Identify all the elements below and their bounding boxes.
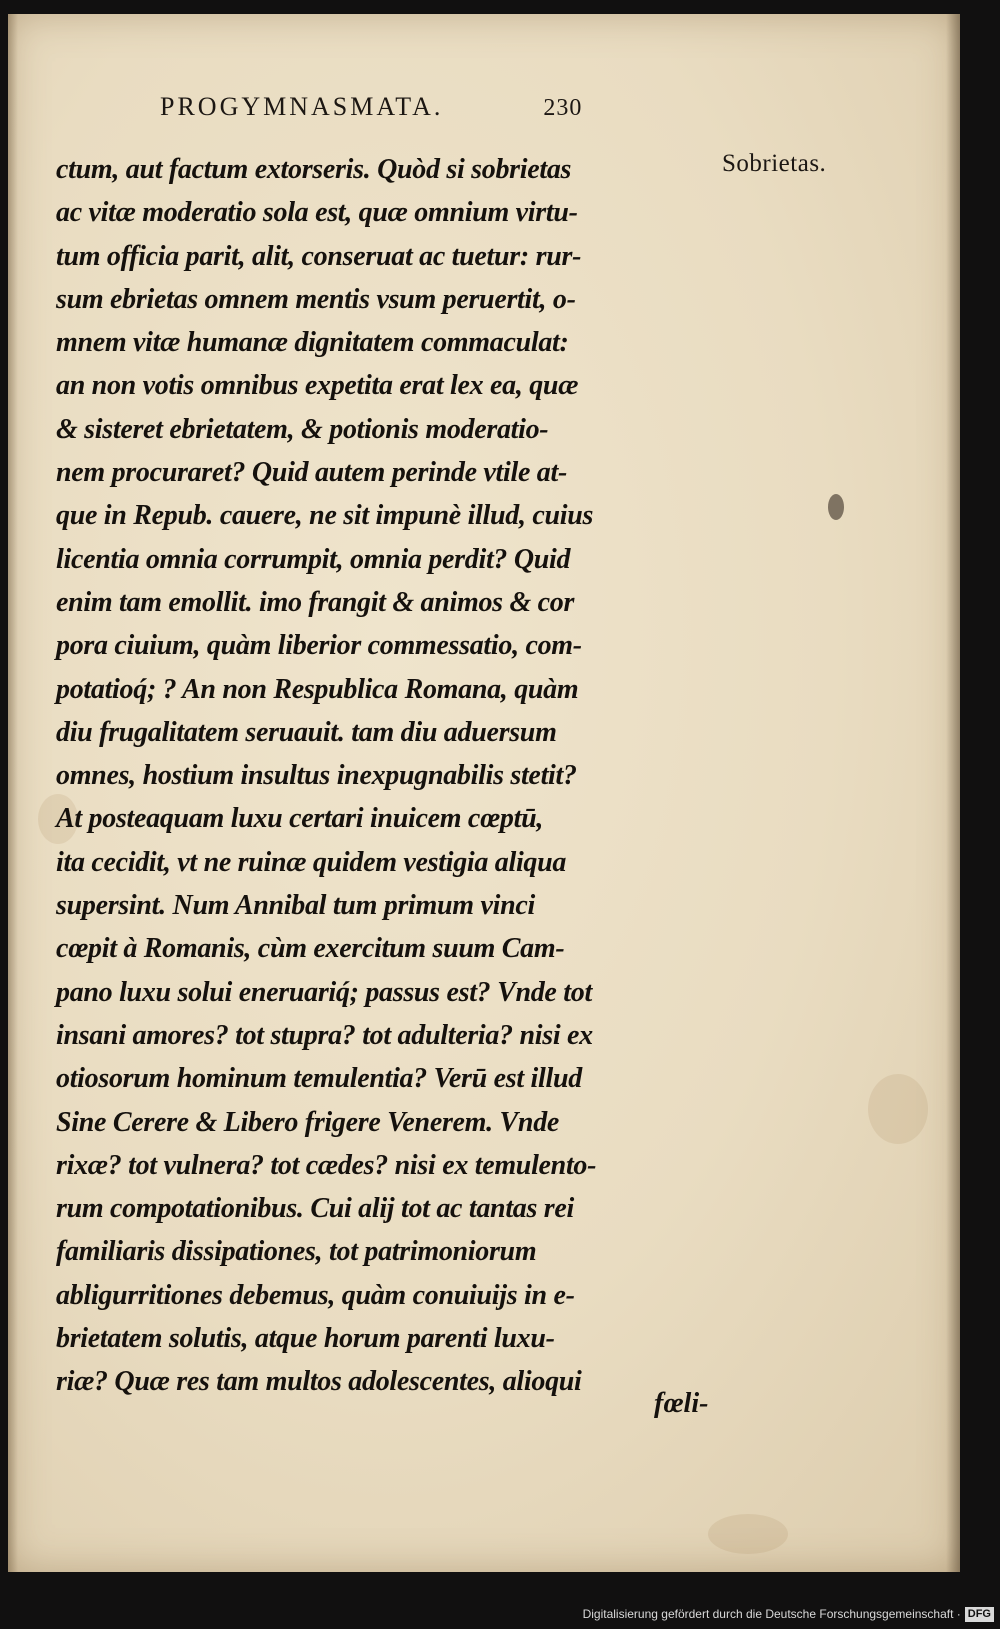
foxing-stain xyxy=(708,1514,788,1554)
text-line: ac vitæ moderatio sola est, quæ omnium virtu- xyxy=(56,197,578,229)
catchword: fœli- xyxy=(654,1388,709,1419)
text-line: otiosorum hominum temulentia? Verū est illud xyxy=(56,1063,582,1095)
text-line: omnes, hostium insultus inexpugnabilis stetit? xyxy=(56,760,577,792)
page-edge-right xyxy=(946,14,960,1572)
ink-spot xyxy=(828,494,844,520)
text-line: licentia omnia corrumpit, omnia perdit? Quid xyxy=(56,543,571,575)
text-line: & sisteret ebrietatem, & potionis moderatio- xyxy=(56,413,549,445)
text-line: supersint. Num Annibal tum primum vinci xyxy=(56,890,535,922)
digitization-credit xyxy=(0,1603,1000,1625)
body-text xyxy=(56,148,736,1404)
text-line: cœpit à Romanis, cùm exercitum suum Cam- xyxy=(56,933,565,965)
text-line: potatioq́; ? An non Respublica Romana, quàm xyxy=(56,673,579,705)
text-line: abligurritiones debemus, quàm conuiuijs in e- xyxy=(56,1279,575,1311)
text-line: riæ? Quæ res tam multos adolescentes, alioqui xyxy=(56,1366,582,1398)
text-line: ctum, aut factum extorseris. Quòd si sobrietas xyxy=(56,154,572,185)
text-line: sum ebrietas omnem mentis vsum peruertit, o- xyxy=(56,283,576,315)
text-line: que in Repub. cauere, ne sit impunè illud, cuius xyxy=(56,500,594,532)
text-line: nem procuraret? Quid autem perinde vtile at- xyxy=(56,457,568,489)
running-title: PROGYMNASMATA. xyxy=(160,92,444,121)
text-line: ita cecidit, vt ne ruinæ quidem vestigia aliqua xyxy=(56,846,567,878)
text-line: insani amores? tot stupra? tot adulteria? nisi ex xyxy=(56,1019,593,1051)
running-head xyxy=(160,92,720,132)
text-line: At posteaquam luxu certari inuicem cœptū, xyxy=(56,803,544,835)
dfg-logo: DFG xyxy=(965,1607,994,1622)
text-line: Sine Cerere & Libero frigere Venerem. Vnde xyxy=(56,1106,560,1138)
page-number: 230 xyxy=(543,95,583,121)
text-line: pano luxu solui eneruariq́; passus est? Vnde tot xyxy=(56,976,592,1008)
text-line: familiaris dissipationes, tot patrimoniorum xyxy=(56,1236,537,1268)
text-line: rixæ? tot vulnera? tot cædes? nisi ex temulento- xyxy=(56,1149,597,1181)
text-line: enim tam emollit. imo frangit & animos & cor xyxy=(56,586,575,618)
text-line: tum officia parit, alit, conseruat ac tuetur: rur- xyxy=(56,240,582,272)
text-line: diu frugalitatem seruauit. tam diu aduersum xyxy=(56,716,557,748)
credit-text: Digitalisierung gefördert durch die Deutsche Forschungsgemeinschaft · xyxy=(582,1607,961,1621)
text-line: pora ciuium, quàm liberior commessatio, com- xyxy=(56,630,582,662)
marginal-note: Sobrietas. xyxy=(722,150,827,177)
text-line: an non votis omnibus expetita erat lex ea, quæ xyxy=(56,370,579,402)
text-line: mnem vitæ humanæ dignitatem commaculat: xyxy=(56,327,569,359)
text-line: brietatem solutis, atque horum parenti luxu- xyxy=(56,1323,555,1355)
text-line: rum compotationibus. Cui alij tot ac tantas rei xyxy=(56,1193,574,1225)
foxing-stain xyxy=(868,1074,928,1144)
page-edge-left xyxy=(8,14,18,1572)
